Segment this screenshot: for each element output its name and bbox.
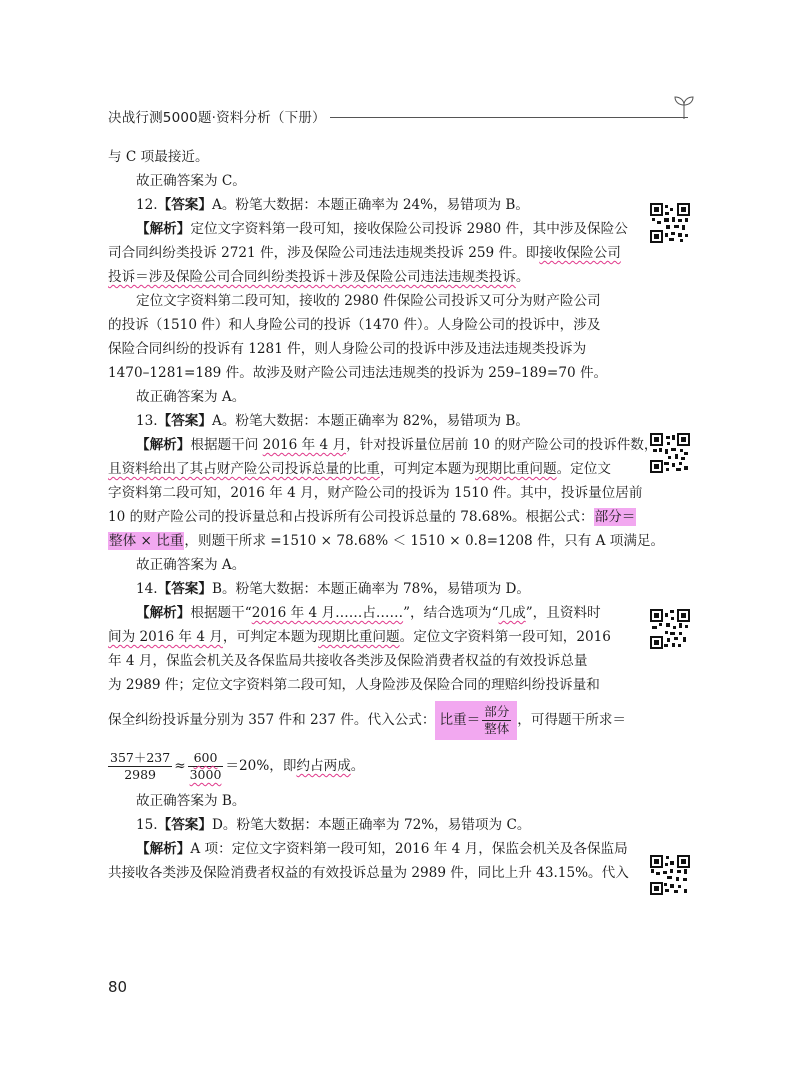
- answer-explanations: [108, 145, 665, 885]
- formula-highlight: 整体 × 比重: [109, 533, 184, 549]
- running-header: [0, 100, 800, 130]
- text-line: 间为 2016 年 4 月，可判定本题为现期比重问题。定位文字资料第一段可知，2016: [108, 629, 611, 645]
- question-14-answer: 14.【答案】B。粉笔大数据：本题正确率为 78%，易错项为 D。: [136, 581, 531, 597]
- text-line: 共接收各类涉及保险消费者权益的有效投诉总量为 2989 件，同比上升 43.15%。代入: [108, 865, 629, 881]
- header-rule: [330, 117, 688, 118]
- question-13-answer: 13.【答案】A。粉笔大数据：本题正确率为 82%，易错项为 B。: [136, 413, 529, 429]
- answer-conclusion: 故正确答案为 C。: [136, 173, 246, 189]
- fraction: $\frac{357+237}{2989}$: [110, 750, 171, 782]
- text-line: 年 4 月，保监会机关及各保监局共接收各类涉及保险消费者权益的有效投诉总量: [108, 653, 588, 669]
- text-line: 司合同纠纷类投诉 2721 件，涉及保险公司违法违规类投诉 259 件。即接收保险公司: [108, 245, 621, 261]
- text-line: 投诉＝涉及保险公司合同纠纷类投诉＋涉及保险公司违法违规类投诉。: [108, 269, 530, 285]
- calculation-line: $\frac{357+237}{2989}$ ≈ $\frac{600}{3000}$ ＝20%，即约占两成。: [110, 750, 365, 782]
- book-title: 决战行测5000题·资料分析（下册）: [108, 110, 326, 126]
- formula-highlight: 部分＝: [594, 509, 636, 525]
- text-line: 保险合同纠纷的投诉有 1281 件，则人身险公司的投诉中涉及违法违规类投诉为: [108, 341, 587, 357]
- question-13-analysis: 【解析】根据题干问 2016 年 4 月，针对投诉量位居前 10 的财产险公司的投诉件数，: [136, 437, 658, 453]
- answer-conclusion: 故正确答案为 A。: [136, 557, 246, 573]
- question-15-answer: 15.【答案】D。粉笔大数据：本题正确率为 72%，易错项为 C。: [136, 817, 531, 833]
- formula-highlight: 比重＝ $\frac{\text{部分}}{\text{整体}}$: [435, 701, 517, 740]
- text-line: 字资料第二段可知，2016 年 4 月，财产险公司的投诉为 1510 件。其中，投诉量位居前: [108, 485, 643, 501]
- qr-code-icon[interactable]: [650, 609, 690, 649]
- question-12-analysis: 【解析】定位文字资料第一段可知，接收保险公司投诉 2980 件，其中涉及保险公: [136, 221, 628, 237]
- text-line: 整体 × 比重，则题干所求 =1510 × 78.68% ＜ 1510 × 0.8=1208 件，只有 A 项满足。: [109, 533, 665, 549]
- text-line: 且资料给出了其占财产险公司投诉总量的比重，可判定本题为现期比重问题。定位文: [108, 461, 611, 477]
- text-line: 的投诉（1510 件）和人身险公司的投诉（1470 件）。人身险公司的投诉中，涉及: [108, 317, 601, 333]
- question-14-analysis: 【解析】根据题干“2016 年 4 月……占……”，结合选项为“几成”，且资料时: [136, 605, 601, 621]
- page-number: 80: [108, 978, 128, 996]
- sprout-icon: [672, 94, 696, 120]
- text-line: 10 的财产险公司的投诉量总和占投诉所有公司投诉总量的 78.68%。根据公式：部分＝: [108, 509, 636, 525]
- question-15-analysis: 【解析】A 项：定位文字资料第一段可知，2016 年 4 月，保监会机关及各保监局: [136, 841, 628, 857]
- answer-conclusion: 故正确答案为 A。: [136, 389, 246, 405]
- qr-code-icon[interactable]: [650, 203, 690, 243]
- qr-code-icon[interactable]: [650, 855, 690, 895]
- text-line: 1470–1281=189 件。故涉及财产险公司违法违规类的投诉为 259–189=70 件。: [108, 365, 608, 381]
- text-line: 定位文字资料第二段可知，接收的 2980 件保险公司投诉又可分为财产险公司: [136, 293, 601, 309]
- text-line: 与 C 项最接近。: [108, 149, 209, 165]
- text-line: 保全纠纷投诉量分别为 357 件和 237 件。代入公式： 比重＝ $\frac{\text{部分}}{\text{整体}}$ ，可得题干所求＝: [108, 697, 628, 743]
- text-line: 为 2989 件；定位文字资料第二段可知，人身险涉及保险合同的理赔纠纷投诉量和: [108, 677, 600, 693]
- question-12-answer: 12.【答案】A。粉笔大数据：本题正确率为 24%，易错项为 B。: [136, 197, 529, 213]
- answer-conclusion: 故正确答案为 B。: [136, 793, 246, 809]
- fraction: $\frac{600}{3000}$: [189, 750, 222, 782]
